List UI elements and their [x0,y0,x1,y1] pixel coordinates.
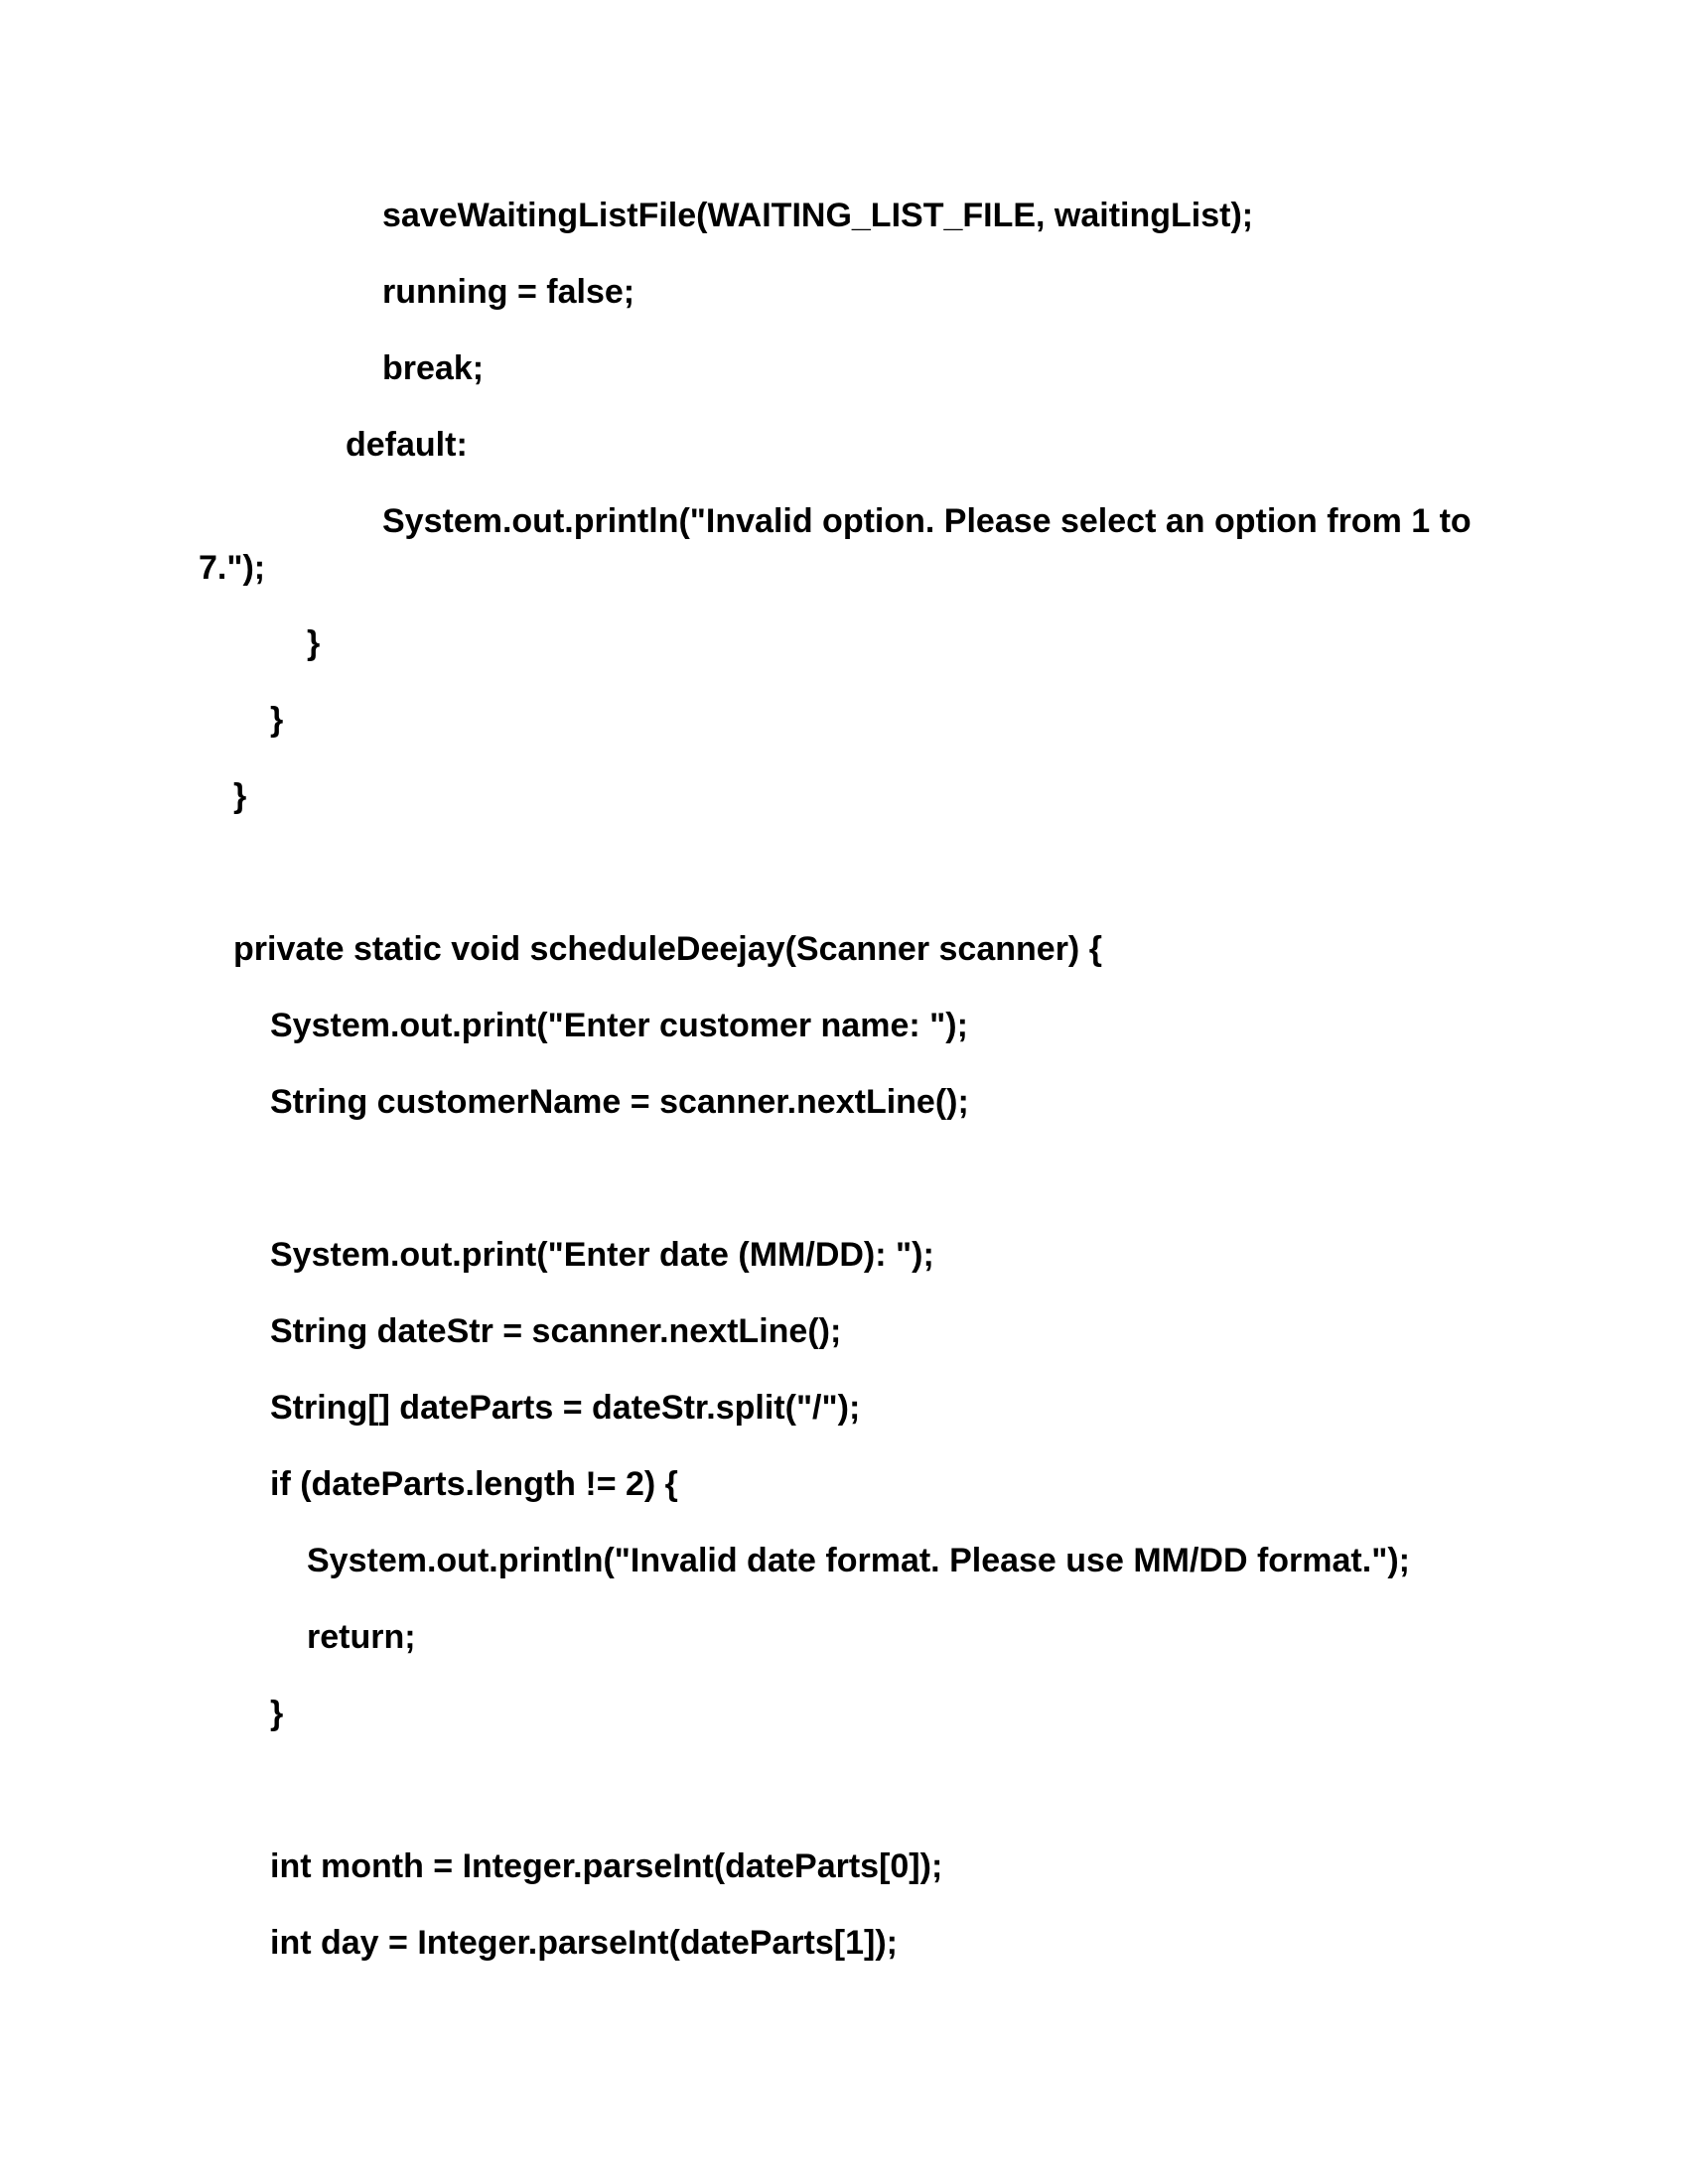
code-line: String[] dateParts = dateStr.split("/"); [270,1389,861,1427]
code-line: if (dateParts.length != 2) { [270,1465,678,1503]
code-line: saveWaitingListFile(WAITING_LIST_FILE, waitingList); [382,197,1254,234]
code-line: private static void scheduleDeejay(Scanner scanner) { [233,930,1102,968]
code-line: String customerName = scanner.nextLine(); [270,1083,969,1121]
code-line: 7."); [199,549,266,587]
code-line: System.out.println("Invalid option. Please select an option from 1 to [382,502,1472,540]
code-line: String dateStr = scanner.nextLine(); [270,1312,842,1350]
code-line: } [307,624,321,662]
code-line: running = false; [382,273,635,311]
code-line: } [233,777,247,815]
code-line: return; [307,1618,416,1656]
code-line: } [270,701,284,739]
code-line: System.out.println("Invalid date format. Please use MM/DD format."); [307,1542,1410,1579]
code-line: break; [382,349,485,387]
code-line: System.out.print("Enter date (MM/DD): "); [270,1236,934,1274]
code-line: default: [346,426,468,464]
code-line: int day = Integer.parseInt(dateParts[1]); [270,1924,898,1962]
code-line: int month = Integer.parseInt(dateParts[0]); [270,1847,943,1885]
code-line: } [270,1695,284,1732]
code-line: System.out.print("Enter customer name: "); [270,1007,968,1044]
